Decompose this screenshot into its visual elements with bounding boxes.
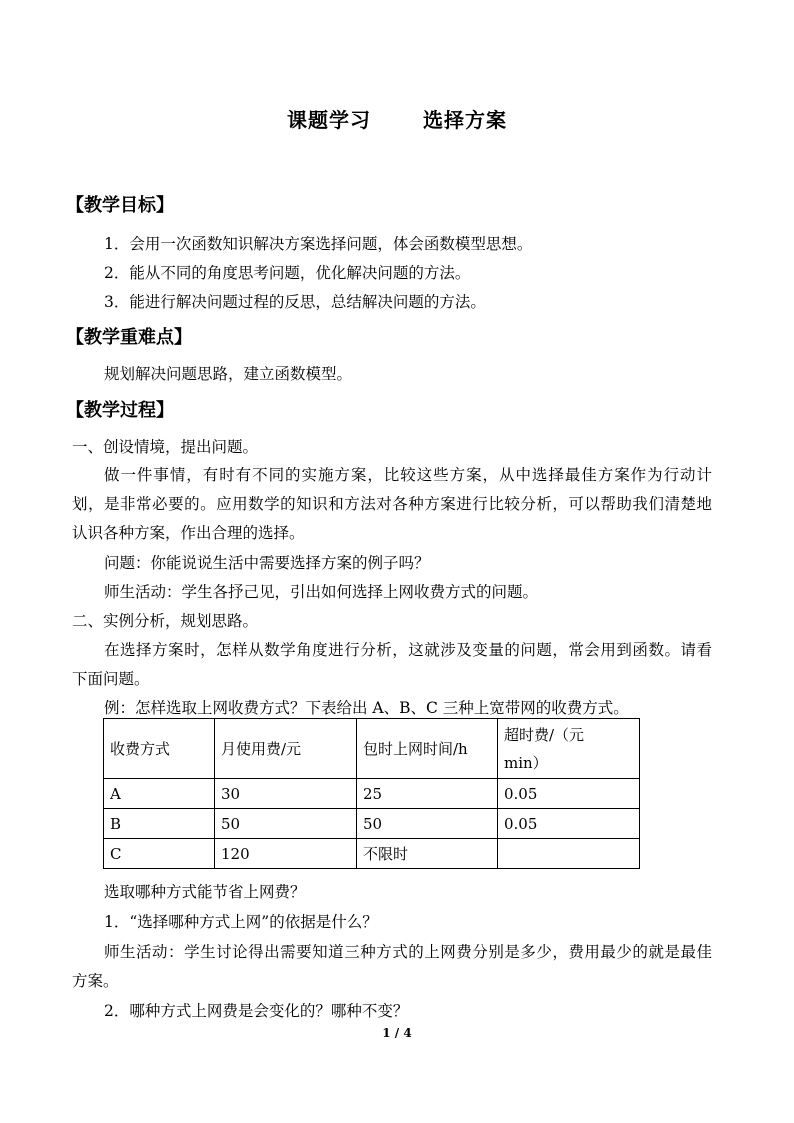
table-cell: 不限时: [357, 839, 498, 869]
activity-line: 师生活动：学生讨论得出需要知道三种方式的上网费分别是多少，费用最少的就是最佳: [104, 943, 712, 961]
example-text: 例：怎样选取上网收费方式？下表给出 A、B、C 三种上宽带网的收费方式。: [104, 699, 629, 717]
question-2: 2．哪种方式上网费是会变化的？哪种不变？: [104, 1002, 409, 1020]
page-title: [0, 104, 794, 133]
table-cell: [498, 839, 640, 869]
table-cell: 25: [357, 779, 498, 809]
page-number: 1 / 4: [382, 1026, 412, 1040]
table-cell: A: [104, 779, 215, 809]
part1-title: 一、创设情境，提出问题。: [72, 438, 259, 456]
after-table-text: 选取哪种方式能节省上网费？: [104, 883, 306, 901]
overtime-header-line2: min）: [504, 753, 548, 772]
title-right: 选择方案: [423, 108, 507, 132]
table-cell: 50: [215, 809, 357, 839]
table-header-cell: [498, 719, 640, 779]
goals-heading: 【教学目标】: [66, 195, 174, 216]
goal-item: 1．会用一次函数知识解决方案选择问题，体会函数模型思想。: [104, 235, 533, 253]
part2-title: 二、实例分析，规划思路。: [72, 612, 259, 630]
table-cell: 0.05: [498, 779, 640, 809]
table-cell: C: [104, 839, 215, 869]
table-header-cell: 收费方式: [104, 719, 215, 779]
activity-line: 方案。: [72, 972, 119, 990]
table-header-row: [104, 719, 640, 779]
key-text: 规划解决问题思路，建立函数模型。: [104, 365, 353, 383]
table-header-cell: 月使用费/元: [215, 719, 357, 779]
table-cell: 50: [357, 809, 498, 839]
key-heading: 【教学重难点】: [66, 327, 192, 348]
paragraph-line: 下面问题。: [72, 670, 150, 688]
goal-item: 3．能进行解决问题过程的反思，总结解决问题的方法。: [104, 293, 486, 311]
title-left: 课题学习: [287, 108, 371, 132]
question-1: 1．“选择哪种方式上网”的依据是什么？: [104, 913, 378, 931]
table-cell: 0.05: [498, 809, 640, 839]
paragraph-line: 做一件事情，有时有不同的实施方案，比较这些方案，从中选择最佳方案作为行动计: [104, 466, 712, 484]
table-cell: 120: [215, 839, 357, 869]
paragraph-line: 在选择方案时，怎样从数学角度进行分析，这就涉及变量的问题，常会用到函数。请看: [104, 641, 712, 659]
question-text: 问题：你能说说生活中需要选择方案的例子吗？: [104, 554, 430, 572]
table-cell: B: [104, 809, 215, 839]
table-cell: 30: [215, 779, 357, 809]
goal-item: 2．能从不同的角度思考问题，优化解决问题的方法。: [104, 264, 471, 282]
table-row: [104, 809, 640, 839]
table-row: [104, 779, 640, 809]
activity-text: 师生活动：学生各抒己见，引出如何选择上网收费方式的问题。: [104, 583, 539, 601]
process-heading: 【教学过程】: [66, 400, 174, 421]
paragraph-line: 划，是非常必要的。应用数学的知识和方法对各种方案进行比较分析，可以帮助我们清楚地: [72, 495, 712, 513]
paragraph-line: 认识各种方案，作出合理的选择。: [72, 524, 305, 542]
table-row: [104, 839, 640, 869]
table-header-cell: 包时上网时间/h: [357, 719, 498, 779]
fee-table: [103, 718, 640, 869]
overtime-header-line1: 超时费/（元: [504, 725, 585, 744]
